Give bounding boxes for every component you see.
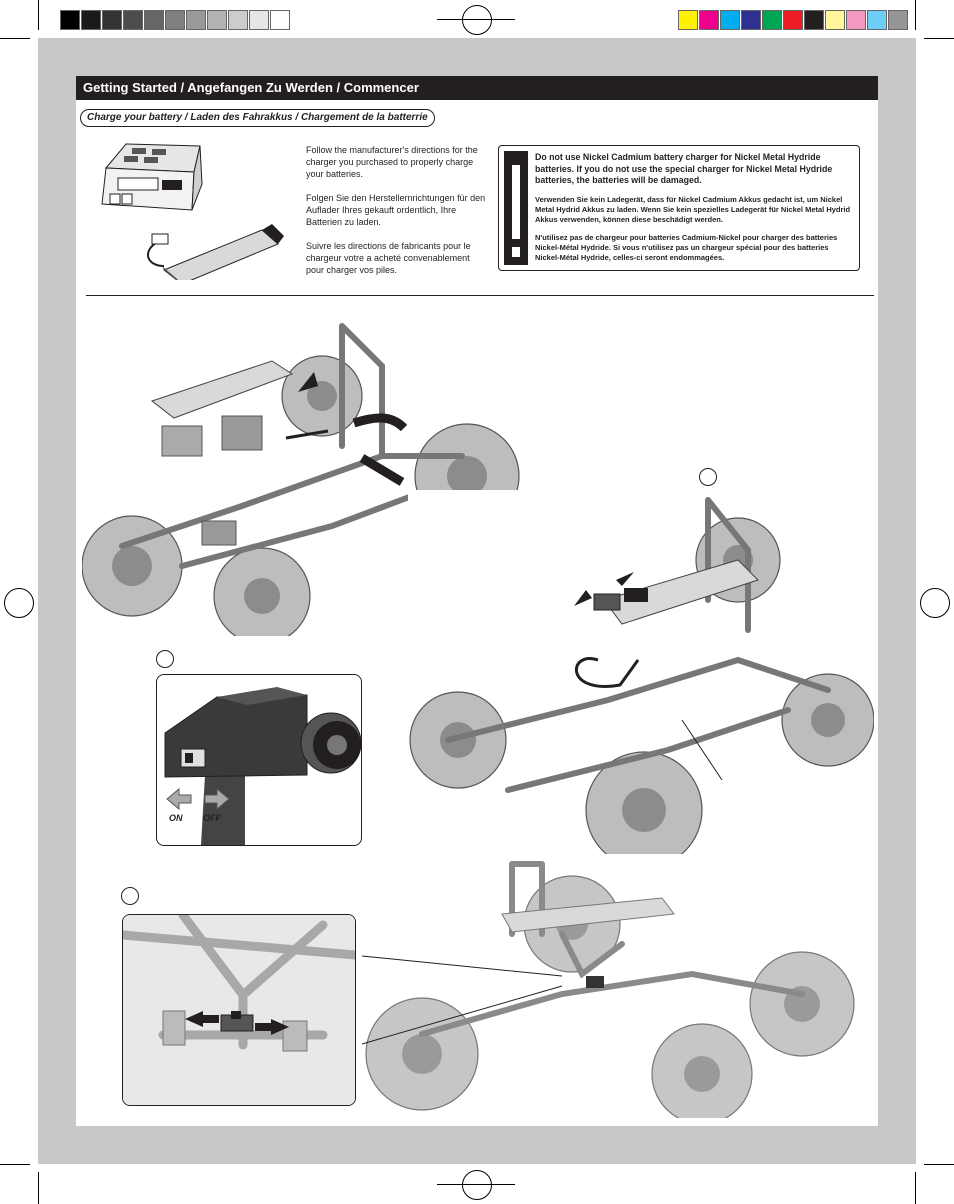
color-swatches-left	[60, 10, 291, 30]
step-marker-2	[699, 468, 717, 486]
color-swatch	[81, 10, 101, 30]
crop-mark	[437, 19, 515, 20]
section-header	[76, 76, 878, 100]
color-swatch	[888, 10, 908, 30]
color-swatch	[144, 10, 164, 30]
section-subtitle: Charge your battery / Laden des Fahrakkus / Chargement de la batterrie	[80, 109, 435, 127]
charging-instructions	[306, 144, 486, 288]
crop-mark	[0, 38, 30, 39]
crop-mark	[915, 1172, 916, 1204]
color-swatch	[846, 10, 866, 30]
warning-en: Do not use Nickel Cadmium battery charger for Nickel Metal Hydride batteries. If you do not use the special charger for Nickel Metal Hydride batteries, the batteries will be damaged.	[535, 152, 833, 185]
registration-mark	[462, 1170, 492, 1200]
color-swatch	[228, 10, 248, 30]
color-swatch	[102, 10, 122, 30]
charger-battery-illustration	[96, 138, 286, 280]
color-swatch	[207, 10, 227, 30]
registration-mark	[920, 588, 950, 618]
registration-mark	[4, 588, 34, 618]
color-swatch	[699, 10, 719, 30]
color-swatch	[60, 10, 80, 30]
color-swatch	[678, 10, 698, 30]
transmitter-detail-box	[156, 674, 362, 846]
power-switch-illustration	[123, 915, 355, 1105]
crop-mark	[38, 0, 39, 30]
color-swatch	[720, 10, 740, 30]
registration-mark	[462, 5, 492, 35]
truck-connector-illustration	[408, 490, 874, 870]
warning-de: Verwenden Sie kein Ladegerät, dass für Nickel Cadmium Akkus gedacht ist, um Nickel Metal Hydrid Akkus zu laden. Wenn Sie kein spezielles Ladegerät für Nickel Metal Hydrid Akkus verwenden, können diese beschädigt werden.	[535, 194, 851, 224]
warning-box	[498, 145, 860, 271]
color-swatch	[741, 10, 761, 30]
switch-detail-box	[122, 914, 356, 1106]
crop-mark	[924, 1164, 954, 1165]
color-swatch	[270, 10, 290, 30]
page-title: Getting Started / Angefangen Zu Werden / Commencer	[83, 80, 419, 95]
manual-page	[76, 76, 878, 1126]
color-swatch	[165, 10, 185, 30]
color-swatches-right	[678, 10, 909, 30]
crop-mark	[437, 1184, 515, 1185]
crop-mark	[924, 38, 954, 39]
instruction-de: Folgen Sie den Herstellernrichtungen für den Auflader Ihres gekauft ordentlich, Ihre Batterien zu laden.	[306, 193, 486, 227]
crop-mark	[38, 1172, 39, 1204]
color-swatch	[804, 10, 824, 30]
on-label: ON	[169, 813, 183, 823]
warning-fr: N'utilisez pas de chargeur pour batteries Cadmium-Nickel pour charger des batteries Nickel-Métal Hydride. Si vous n'utilisez pas un chargeur spécial pour des batteries Nickel-Métal Hydride, celles-ci seront endommagées.	[535, 232, 838, 262]
truck-switch-illustration	[362, 854, 874, 1118]
color-swatch	[186, 10, 206, 30]
section-divider	[86, 295, 874, 296]
crop-mark	[0, 1164, 30, 1165]
step-marker-4	[121, 887, 139, 905]
off-label: OFF	[203, 813, 221, 823]
step-marker-3	[156, 650, 174, 668]
crop-mark	[915, 0, 916, 30]
color-swatch	[762, 10, 782, 30]
exclamation-icon	[504, 151, 528, 265]
instruction-fr: Suivre les directions de fabricants pour le chargeur votre a acheté convenablement pour charger vos piles.	[306, 241, 471, 275]
color-swatch	[825, 10, 845, 30]
color-swatch	[123, 10, 143, 30]
color-swatch	[867, 10, 887, 30]
transmitter-illustration	[157, 675, 361, 845]
color-swatch	[249, 10, 269, 30]
instruction-en: Follow the manufacturer's directions for the charger you purchased to properly charge your batteries.	[306, 145, 478, 179]
color-swatch	[783, 10, 803, 30]
